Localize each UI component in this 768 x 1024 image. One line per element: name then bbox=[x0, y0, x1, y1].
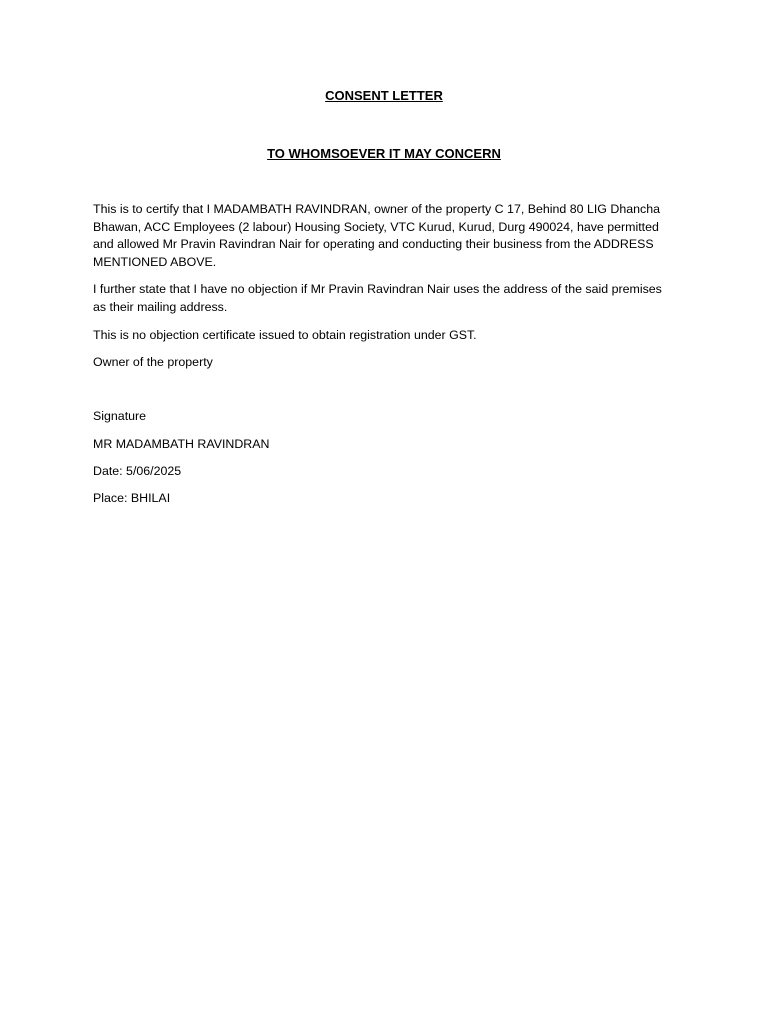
signatory-name: MR MADAMBATH RAVINDRAN bbox=[93, 437, 270, 451]
document-title: CONSENT LETTER bbox=[325, 88, 443, 103]
document-subtitle: TO WHOMSOEVER IT MAY CONCERN bbox=[267, 146, 501, 161]
certify-paragraph: This is to certify that I MADAMBATH RAVINDRAN, owner of the property C 17, Behind 80 LIG Dhancha Bhawan, ACC Employees (2 labour) Housing Society, VTC Kurud, Kurud, Durg 490024, have permitted and allowed Mr Pravin Ravindran Nair for operating and conducting their business from the ADDRESS MENTIONED ABOVE. bbox=[93, 202, 660, 269]
owner-label: Owner of the property bbox=[93, 355, 213, 369]
no-objection-paragraph: I further state that I have no objection if Mr Pravin Ravindran Nair uses the address of the said premises as their mailing address. bbox=[93, 282, 662, 314]
signature-label: Signature bbox=[93, 409, 147, 423]
date-line: Date: 5/06/2025 bbox=[93, 464, 182, 478]
purpose-paragraph: This is no objection certificate issued to obtain registration under GST. bbox=[93, 328, 477, 342]
place-line: Place: BHILAI bbox=[93, 491, 171, 505]
